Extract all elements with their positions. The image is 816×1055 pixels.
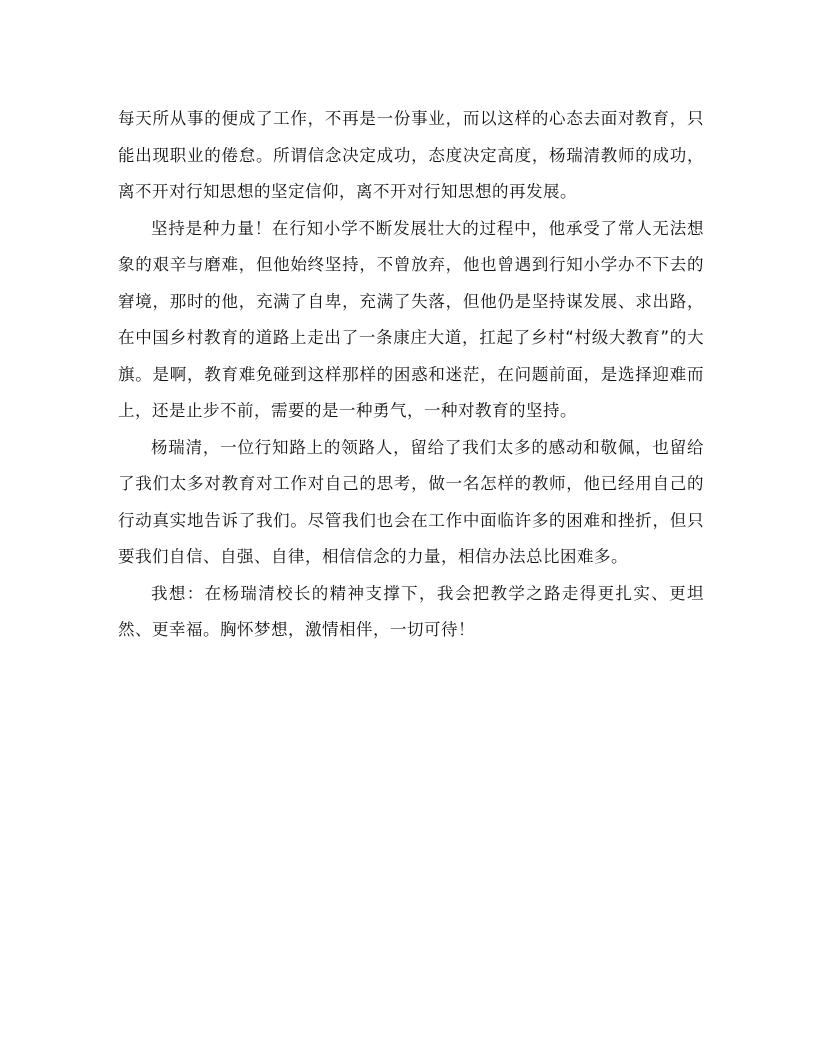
- paragraph-2: 坚持是种力量！在行知小学不断发展壮大的过程中，他承受了常人无法想象的艰辛与磨难，但他始终坚持，不曾放弃，他也曾遇到行知小学办不下去的窘境，那时的他，充满了自卑，充满了失落，但他仍是坚持谋发展、求出路，在中国乡村教育的道路上走出了一条康庄大道，扛起了乡村“村级大教育”的大旗。是啊，教育难免碰到这样那样的困惑和迷茫，在问题前面，是选择迎难而上，还是止步不前，需要的是一种勇气，一种对教育的坚持。: [118, 218, 704, 420]
- document-body: [118, 101, 704, 649]
- paragraph-3: 杨瑞清，一位行知路上的领路人，留给了我们太多的感动和敬佩，也留给了我们太多对教育对工作对自己的思考，做一名怎样的教师，他已经用自己的行动真实地告诉了我们。尽管我们也会在工作中面临许多的困难和挫折，但只要我们自信、自强、自律，相信信念的力量，相信办法总比困难多。: [118, 437, 704, 566]
- paragraph-4: 我想：在杨瑞清校长的精神支撑下，我会把教学之路走得更扎实、更坦然、更幸福。胸怀梦想，激情相伴，一切可待！: [118, 583, 704, 639]
- paragraph-1: 每天所从事的便成了工作，不再是一份事业，而以这样的心态去面对教育，只能出现职业的倦怠。所谓信念决定成功，态度决定高度，杨瑞清教师的成功，离不开对行知思想的坚定信仰，离不开对行知思想的再发展。: [118, 109, 704, 201]
